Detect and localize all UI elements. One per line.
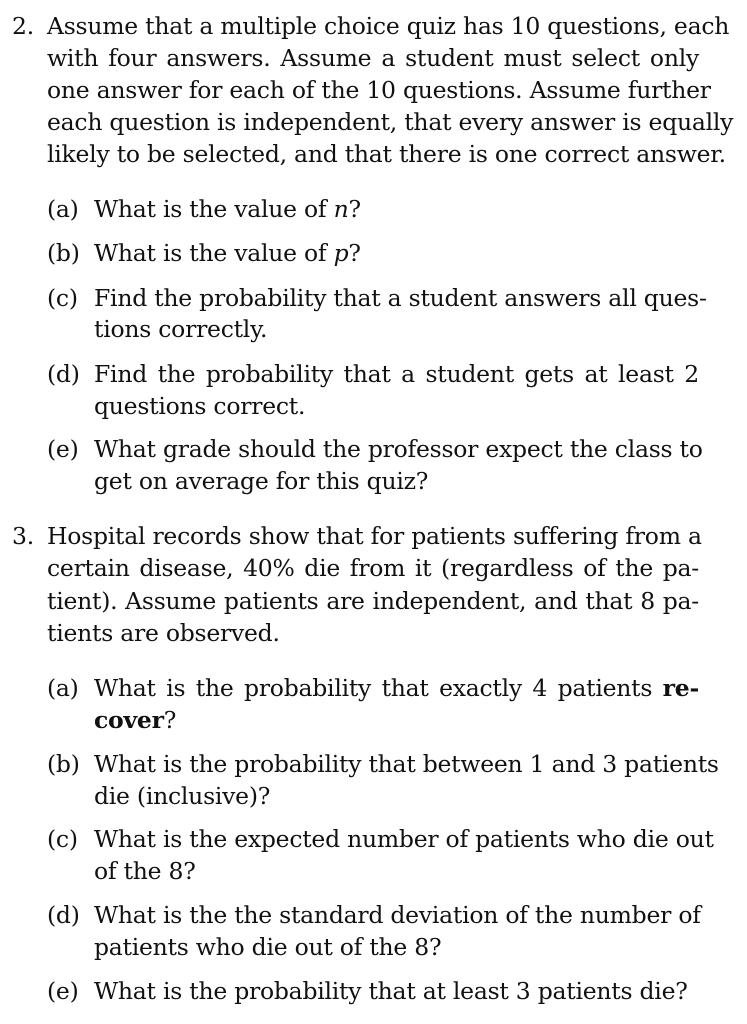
problem-3-text-line: certain disease, 40% die from it (regardless of the pa- [47,554,699,582]
problem-2-part-b-label: (b) [47,239,80,267]
problem-2-text-line: one answer for each of the 10 questions. Assume further [47,76,711,104]
problem-2-part-e-text-line: What grade should the professor expect the class to [94,435,703,463]
problem-2-part-b-text: What is the value of p? [94,239,361,267]
problem-2-number: 2. [12,12,34,40]
problem-2-part-e-text-line: get on average for this quiz? [94,467,429,495]
problem-3-part-b-text-line: What is the probability that between 1 and 3 patients [94,750,719,778]
problem-3-part-d-text-line: What is the the standard deviation of the number of [94,901,701,929]
problem-2-part-e-label: (e) [47,435,79,463]
problem-3-part-e-label: (e) [47,977,79,1005]
problem-3-part-b-label: (b) [47,750,80,778]
problem-3-part-e-text-line: What is the probability that at least 3 patients die? [94,977,688,1005]
problem-2-part-d-label: (d) [47,360,80,388]
problem-3-part-d-label: (d) [47,901,80,929]
problem-3-text-line: tient). Assume patients are independent, and that 8 pa- [47,587,699,615]
problem-3-text-line: Hospital records show that for patients suffering from a [47,522,702,550]
problem-2-part-a-text: What is the value of n? [94,195,361,223]
problem-3-part-a-text-line: cover? [94,706,177,734]
problem-2-text-line: with four answers. Assume a student must select only [47,44,699,72]
problem-2-part-d-text-line: questions correct. [94,392,306,420]
problem-2-part-c-text-line: tions correctly. [94,315,268,343]
problem-3-part-c-label: (c) [47,825,78,853]
problem-2-part-c-label: (c) [47,284,78,312]
problem-3-part-c-text-line: What is the expected number of patients who die out [94,825,714,853]
problem-2-part-d-text-line: Find the probability that a student gets at least 2 [94,360,699,388]
problem-3-part-a-text-line: What is the probability that exactly 4 patients re- [94,674,699,702]
problem-2-part-a-label: (a) [47,195,79,223]
problem-3-part-b-text-line: die (inclusive)? [94,782,271,810]
problem-3-number: 3. [12,522,34,550]
problem-3-text-line: tients are observed. [47,619,280,647]
problem-2-text-line: each question is independent, that every answer is equally [47,108,734,136]
problem-3-part-d-text-line: patients who die out of the 8? [94,933,442,961]
problem-2-part-c-text-line: Find the probability that a student answers all ques- [94,284,707,312]
problem-2-text-line: likely to be selected, and that there is one correct answer. [47,140,726,168]
problem-2-text-line: Assume that a multiple choice quiz has 10 questions, each [47,12,730,40]
problem-3-part-a-label: (a) [47,674,79,702]
problem-3-part-c-text-line: of the 8? [94,857,196,885]
